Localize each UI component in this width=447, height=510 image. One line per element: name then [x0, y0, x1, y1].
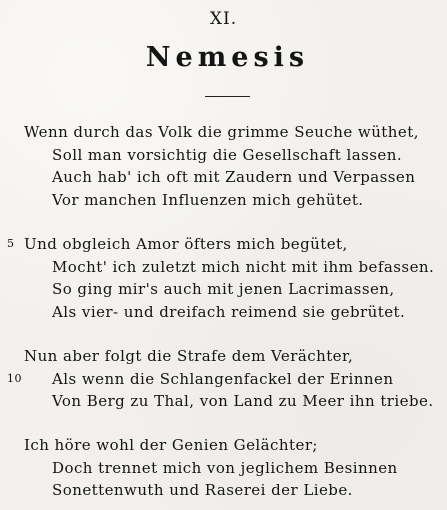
- poem-line: [0, 278, 447, 301]
- poem-line: [0, 144, 447, 167]
- poem-title: Nemesis: [145, 42, 310, 73]
- poem-line: [0, 301, 447, 324]
- stanza-1: [0, 121, 447, 211]
- poem-line: [0, 345, 447, 368]
- poem-line-text: Mocht' ich zuletzt mich nicht mit ihm befassen.: [52, 257, 435, 276]
- poem-line: [0, 434, 447, 457]
- poem-line-text: Vor manchen Influenzen mich gehütet.: [52, 190, 364, 209]
- section-number: XI.: [209, 9, 238, 29]
- poem-line-text: Auch hab' ich oft mit Zaudern und Verpassen: [52, 168, 416, 186]
- poem-line-text: Soll man vorsichtig die Gesellschaft lassen.: [52, 145, 403, 164]
- poem-line: [0, 390, 447, 413]
- poem-line: [0, 189, 447, 212]
- stanza-4: [0, 434, 447, 502]
- poem-line-text: Von Berg zu Thal, von Land zu Meer ihn triebe.: [52, 392, 434, 410]
- poem-line: [0, 457, 447, 480]
- poem-line-text: Wenn durch das Volk die grimme Seuche wüthet,: [24, 123, 419, 141]
- poem-line-text: Und obgleich Amor öfters mich begütet,: [24, 235, 348, 253]
- stanza-3: [0, 345, 447, 413]
- poem-line: [0, 256, 447, 279]
- poem-line: [0, 166, 447, 189]
- poem-line-text: So ging mir's auch mit jenen Lacrimassen,: [52, 280, 395, 298]
- poem-line: [0, 368, 447, 391]
- poem-line-text: Als vier- und dreifach reimend sie gebrütet.: [52, 302, 406, 321]
- poem-line-text: Nun aber folgt die Strafe dem Verächter,: [24, 347, 354, 365]
- poem-line: [0, 121, 447, 144]
- poem-line: [0, 233, 447, 256]
- stanza-2: [0, 233, 447, 323]
- line-number: 5: [7, 237, 15, 250]
- poem-line-text: Ich höre wohl der Genien Gelächter;: [24, 436, 318, 454]
- poem-line-text: Doch trennet mich von jeglichem Besinnen: [52, 458, 398, 477]
- poem-line: [0, 479, 447, 502]
- poem-line-text: Als wenn die Schlangenfackel der Erinnen: [52, 369, 394, 388]
- title-divider: [205, 96, 250, 97]
- line-number: 10: [7, 371, 22, 385]
- poem-line-text: Sonettenwuth und Raserei der Liebe.: [52, 481, 353, 499]
